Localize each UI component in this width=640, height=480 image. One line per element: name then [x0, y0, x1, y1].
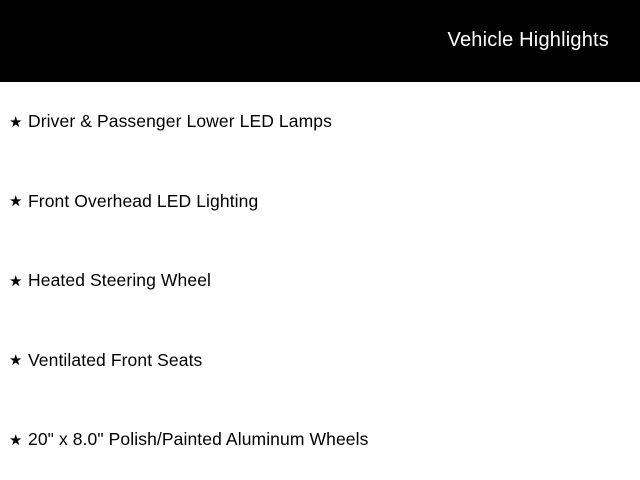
highlights-list [0, 82, 640, 480]
star-bullet-icon: ★ [9, 431, 23, 449]
list-item-label: Front Overhead LED Lighting [28, 190, 259, 211]
star-bullet-icon: ★ [9, 272, 23, 290]
list-item [0, 241, 640, 321]
star-bullet-icon: ★ [9, 352, 23, 370]
star-bullet-icon: ★ [9, 113, 23, 131]
page-title: Vehicle Highlights [447, 29, 609, 51]
page-header [0, 0, 640, 82]
star-bullet-icon: ★ [9, 193, 23, 211]
list-item [0, 321, 640, 401]
list-item [0, 82, 640, 162]
list-item [0, 400, 640, 480]
list-item-label: Heated Steering Wheel [28, 270, 212, 291]
list-item-label: Ventilated Front Seats [28, 349, 203, 370]
list-item-label: Driver & Passenger Lower LED Lamps [28, 111, 332, 132]
list-item-label: 20" x 8.0" Polish/Painted Aluminum Wheels [28, 429, 369, 450]
list-item [0, 162, 640, 242]
